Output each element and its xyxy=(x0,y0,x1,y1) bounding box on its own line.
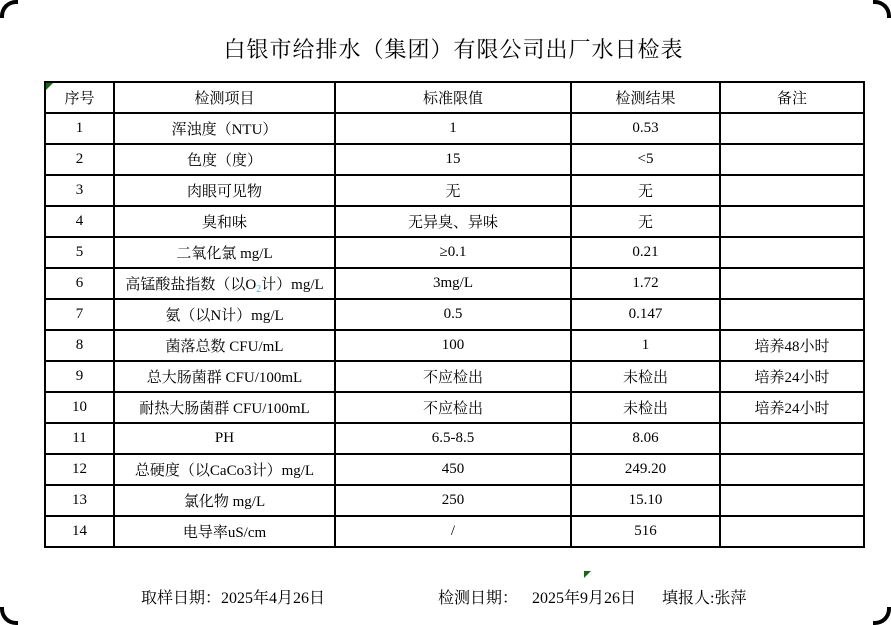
cell-item: 菌落总数 CFU/mL xyxy=(114,330,335,361)
testing-date-group xyxy=(438,585,636,608)
cell-result: 0.21 xyxy=(571,237,720,268)
screen-corner-bottom-left xyxy=(0,607,18,625)
page-title: 白银市给排水（集团）有限公司出厂水日检表 xyxy=(223,37,684,62)
cell-item: 高锰酸盐指数（以$O_2$计）mg/L xyxy=(114,268,335,299)
cell-result: 8.06 xyxy=(571,423,720,454)
cell-note xyxy=(720,454,864,485)
cell-limit: 不应检出 xyxy=(335,392,571,423)
cell-result: <5 xyxy=(571,144,720,175)
cell-no: 8 xyxy=(45,330,114,361)
cell-limit: 100 xyxy=(335,330,571,361)
cell-item: 肉眼可见物 xyxy=(114,175,335,206)
sampling-date-group xyxy=(141,585,325,608)
cell-item: 色度（度） xyxy=(114,144,335,175)
table-row xyxy=(45,206,864,237)
cell-note xyxy=(720,423,864,454)
table-row xyxy=(45,113,864,144)
cell-limit: 450 xyxy=(335,454,571,485)
header-cell-note xyxy=(720,82,864,113)
cell-item: 氨（以N计）mg/L xyxy=(114,299,335,330)
cell-limit: / xyxy=(335,516,571,547)
cell-limit: 无 xyxy=(335,175,571,206)
cell-result: 1.72 xyxy=(571,268,720,299)
cell-result: 未检出 xyxy=(571,361,720,392)
cell-no: 3 xyxy=(45,175,114,206)
table-row xyxy=(45,237,864,268)
table-row xyxy=(45,361,864,392)
cell-no: 12 xyxy=(45,454,114,485)
header-cell-result xyxy=(571,82,720,113)
cell-limit: 15 xyxy=(335,144,571,175)
cell-note xyxy=(720,113,864,144)
cell-item: 总硬度（以CaCo3计）mg/L xyxy=(114,454,335,485)
cell-note xyxy=(720,206,864,237)
cell-no: 1 xyxy=(45,113,114,144)
footer xyxy=(0,585,891,609)
cell-limit: ≥0.1 xyxy=(335,237,571,268)
table-body xyxy=(45,113,864,547)
table-row xyxy=(45,330,864,361)
table-row xyxy=(45,299,864,330)
header-label: 检测结果 xyxy=(615,91,676,107)
cell-result: 无 xyxy=(571,206,720,237)
cell-note xyxy=(720,516,864,547)
cell-result: 15.10 xyxy=(571,485,720,516)
cell-no: 9 xyxy=(45,361,114,392)
subscript-2: 2 xyxy=(256,283,262,295)
reporter-name: 张萍 xyxy=(714,590,747,607)
header-label: 标准限值 xyxy=(422,91,483,107)
reporter-label: 填报人: xyxy=(662,590,715,607)
reporter-group xyxy=(662,585,746,608)
cell-result: 1 xyxy=(571,330,720,361)
sampling-date-label: 取样日期： xyxy=(141,590,222,607)
excel-flag-icon xyxy=(46,83,53,90)
screen-corner-top-right xyxy=(873,0,891,18)
cell-note xyxy=(720,485,864,516)
table-row xyxy=(45,268,864,299)
cell-limit: 250 xyxy=(335,485,571,516)
table-row xyxy=(45,485,864,516)
inspection-table xyxy=(44,81,865,548)
cell-item: PH xyxy=(114,423,335,454)
cell-result: 249.20 xyxy=(571,454,720,485)
cell-note: 培养24小时 xyxy=(720,392,864,423)
header-label: 检测项目 xyxy=(194,91,255,107)
cell-item: 耐热大肠菌群 CFU/100mL xyxy=(114,392,335,423)
cell-note xyxy=(720,299,864,330)
cell-limit: 不应检出 xyxy=(335,361,571,392)
screen-corner-bottom-right xyxy=(873,607,891,625)
cell-note: 培养48小时 xyxy=(720,330,864,361)
cell-result: 未检出 xyxy=(571,392,720,423)
header-row xyxy=(45,82,864,113)
cell-result: 无 xyxy=(571,175,720,206)
table-row xyxy=(45,423,864,454)
cell-item: 浑浊度（NTU） xyxy=(114,113,335,144)
cell-no: 7 xyxy=(45,299,114,330)
testing-date-value: 2025年9月26日 xyxy=(532,590,637,607)
sampling-date-value: 2025年4月26日 xyxy=(221,590,326,607)
cell-no: 13 xyxy=(45,485,114,516)
cell-note xyxy=(720,237,864,268)
table-row xyxy=(45,516,864,547)
cell-limit: 6.5-8.5 xyxy=(335,423,571,454)
cell-no: 5 xyxy=(45,237,114,268)
cell-item: 氯化物 mg/L xyxy=(114,485,335,516)
testing-date-label: 检测日期： xyxy=(438,590,519,607)
screen-corner-top-left xyxy=(0,0,18,18)
cell-no: 11 xyxy=(45,423,114,454)
table-row xyxy=(45,392,864,423)
cell-result: 0.147 xyxy=(571,299,720,330)
cell-note: 培养24小时 xyxy=(720,361,864,392)
cell-no: 6 xyxy=(45,268,114,299)
excel-flag-icon xyxy=(584,571,591,578)
cell-result: 0.53 xyxy=(571,113,720,144)
header-cell-item xyxy=(114,82,335,113)
cell-no: 10 xyxy=(45,392,114,423)
cell-limit: 3mg/L xyxy=(335,268,571,299)
cell-note xyxy=(720,175,864,206)
table-row xyxy=(45,144,864,175)
cell-limit: 0.5 xyxy=(335,299,571,330)
cell-note xyxy=(720,144,864,175)
table-row xyxy=(45,454,864,485)
cell-item: 总大肠菌群 CFU/100mL xyxy=(114,361,335,392)
cell-result: 516 xyxy=(571,516,720,547)
cell-no: 2 xyxy=(45,144,114,175)
cell-item: 二氧化氯 mg/L xyxy=(114,237,335,268)
table-row xyxy=(45,175,864,206)
header-label: 序号 xyxy=(64,91,95,107)
header-cell-limit xyxy=(335,82,571,113)
cell-no: 14 xyxy=(45,516,114,547)
cell-limit: 无异臭、异味 xyxy=(335,206,571,237)
header-label: 备注 xyxy=(776,91,807,107)
inspection-table-wrapper xyxy=(44,81,863,548)
header-cell-no xyxy=(45,82,114,113)
cell-note xyxy=(720,268,864,299)
cell-item: 电导率uS/cm xyxy=(114,516,335,547)
cell-no: 4 xyxy=(45,206,114,237)
cell-limit: 1 xyxy=(335,113,571,144)
cell-item: 臭和味 xyxy=(114,206,335,237)
